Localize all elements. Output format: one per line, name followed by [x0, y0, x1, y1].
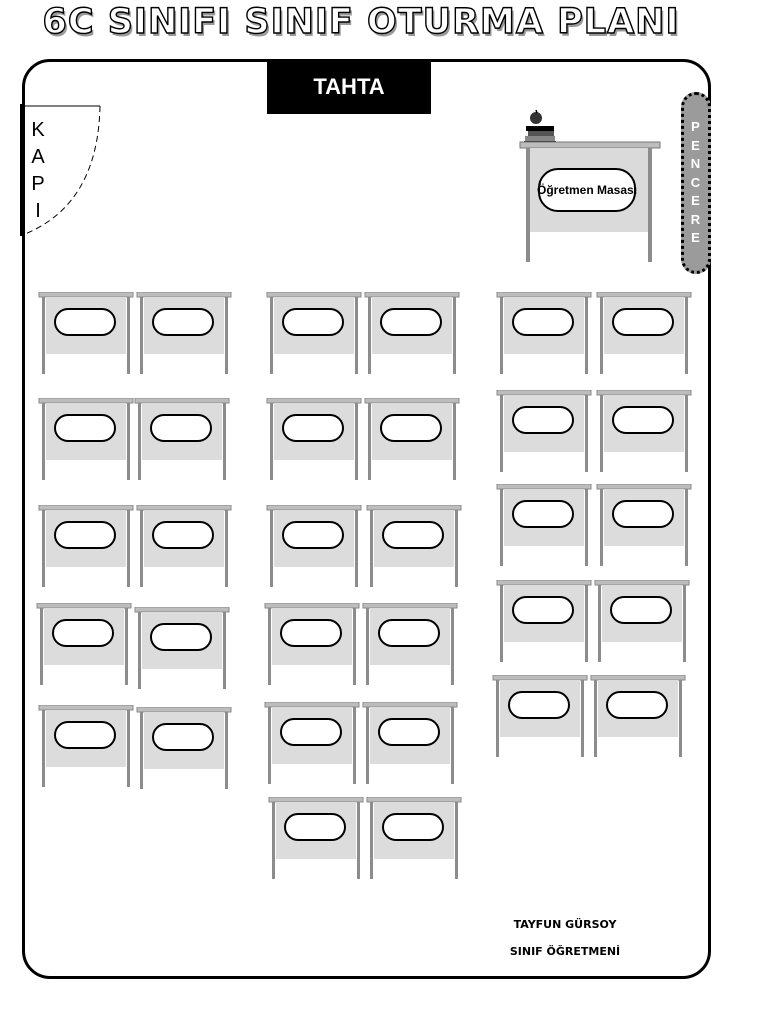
student-desk	[136, 292, 232, 376]
name-plate	[54, 721, 116, 749]
student-desk	[134, 398, 230, 482]
name-plate	[152, 723, 214, 751]
student-desk	[38, 505, 134, 589]
student-desk	[596, 484, 692, 568]
name-plate	[52, 619, 114, 647]
student-desk	[266, 292, 362, 376]
student-desk	[366, 505, 462, 589]
student-desk	[596, 390, 692, 474]
window-letter: E	[691, 193, 701, 209]
name-plate	[380, 308, 442, 336]
page-title: 6C SINIFI SINIF OTURMA PLANI	[42, 2, 680, 42]
name-plate	[612, 500, 674, 528]
student-desk	[594, 580, 690, 664]
name-plate	[282, 308, 344, 336]
teacher-role: SINIF ÖĞRETMENİ	[509, 945, 621, 958]
door-letter: A	[31, 146, 45, 168]
name-plate	[612, 406, 674, 434]
name-plate	[54, 521, 116, 549]
student-desk	[36, 603, 132, 687]
student-desk	[134, 607, 230, 691]
name-plate	[378, 718, 440, 746]
name-plate	[512, 406, 574, 434]
window-letter: E	[691, 137, 701, 153]
window-letter: N	[690, 156, 702, 172]
student-desk	[364, 398, 460, 482]
window-letter: R	[690, 211, 702, 227]
name-plate	[54, 414, 116, 442]
name-plate	[378, 619, 440, 647]
student-desk	[496, 390, 592, 474]
student-desk	[362, 603, 458, 687]
name-plate	[282, 414, 344, 442]
name-plate	[508, 691, 570, 719]
window	[681, 92, 711, 274]
student-desk	[38, 705, 134, 789]
teacher-desk-label: Öğretmen Masası	[538, 168, 636, 212]
student-desk	[362, 702, 458, 786]
name-plate	[512, 500, 574, 528]
student-desk	[266, 398, 362, 482]
teacher-name: TAYFUN GÜRSOY	[513, 918, 617, 931]
name-plate	[610, 596, 672, 624]
name-plate	[512, 596, 574, 624]
name-plate	[150, 623, 212, 651]
student-desk	[38, 292, 134, 376]
student-desk	[590, 675, 686, 759]
student-desk	[268, 797, 364, 881]
student-desk	[264, 603, 360, 687]
door-letter: P	[31, 173, 45, 195]
student-desk	[364, 292, 460, 376]
name-plate	[606, 691, 668, 719]
name-plate	[380, 414, 442, 442]
door-letter: K	[31, 119, 45, 141]
student-desk	[38, 398, 134, 482]
name-plate	[280, 619, 342, 647]
student-desk	[496, 292, 592, 376]
name-plate	[280, 718, 342, 746]
name-plate	[54, 308, 116, 336]
name-plate	[282, 521, 344, 549]
name-plate	[612, 308, 674, 336]
name-plate	[512, 308, 574, 336]
blackboard: TAHTA	[267, 59, 431, 114]
student-desk	[496, 484, 592, 568]
student-desk	[136, 707, 232, 791]
student-desk	[492, 675, 588, 759]
name-plate	[150, 414, 212, 442]
name-plate	[152, 521, 214, 549]
window-letter: C	[690, 174, 702, 190]
name-plate	[382, 813, 444, 841]
student-desk	[136, 505, 232, 589]
student-desk	[366, 797, 462, 881]
student-desk	[596, 292, 692, 376]
student-desk	[496, 580, 592, 664]
name-plate	[284, 813, 346, 841]
window-letter: E	[691, 230, 701, 246]
door-letter: I	[35, 200, 41, 222]
name-plate	[152, 308, 214, 336]
door-label	[30, 117, 46, 225]
window-letter: P	[691, 119, 701, 135]
student-desk	[266, 505, 362, 589]
student-desk	[264, 702, 360, 786]
name-plate	[382, 521, 444, 549]
